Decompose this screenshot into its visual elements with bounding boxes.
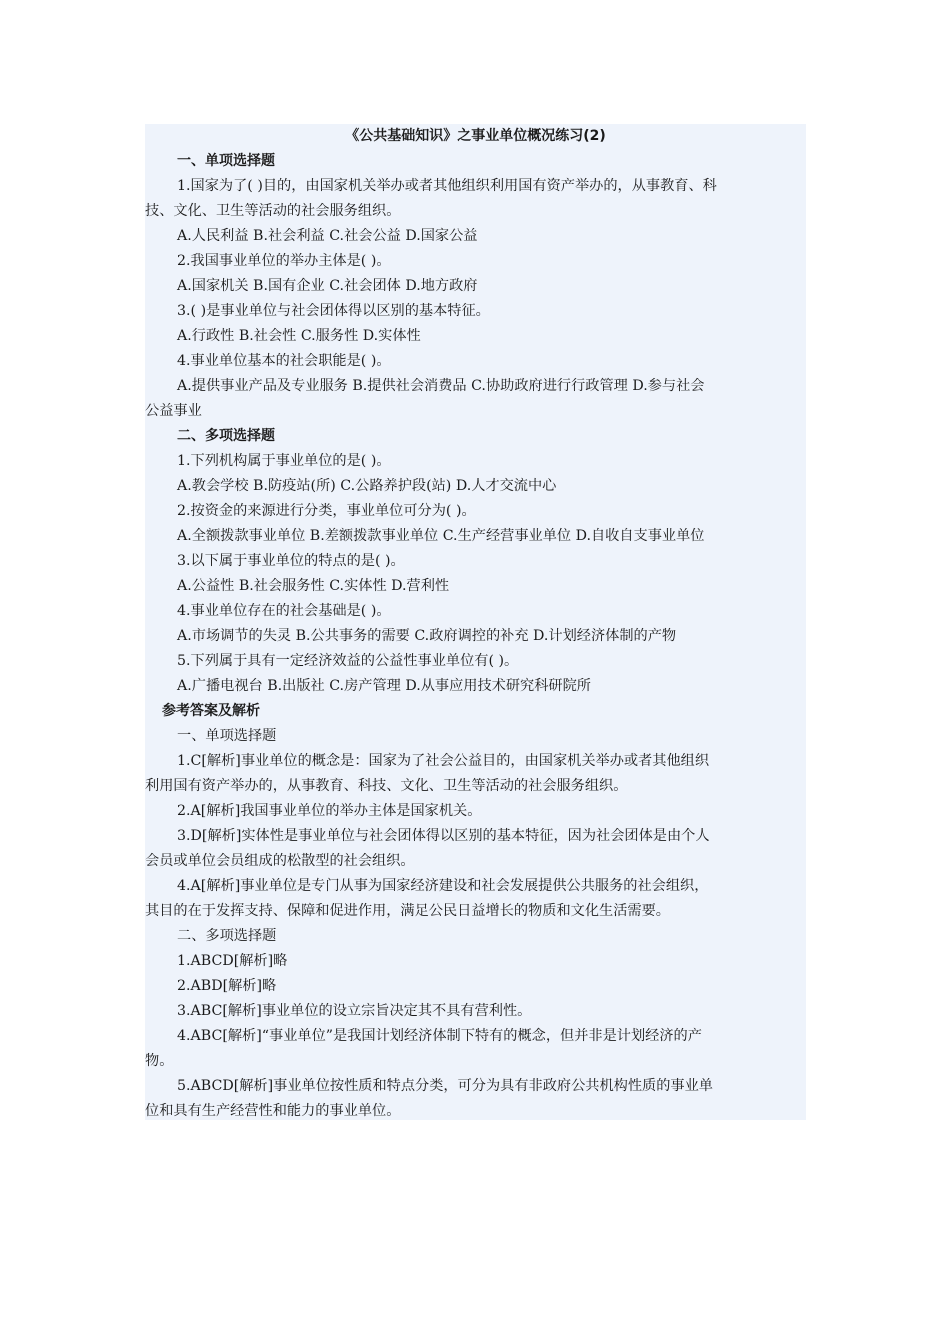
options-line: 公益事业 [145, 403, 202, 419]
question-line: 3.( )是事业单位与社会团体得以区别的基本特征。 [177, 303, 490, 319]
options-line: A.教会学校 B.防疫站(所) C.公路养护段(站) D.人才交流中心 [177, 478, 557, 494]
options-line: A.人民利益 B.社会利益 C.社会公益 D.国家公益 [177, 228, 478, 244]
section-heading-multiple: 二、多项选择题 [177, 428, 275, 444]
answer-line: 5.ABCD[解析]事业单位按性质和特点分类，可分为具有非政府公共机构性质的事业单 [177, 1078, 713, 1094]
options-line: A.市场调节的失灵 B.公共事务的需要 C.政府调控的补充 D.计划经济体制的产物 [177, 628, 677, 644]
answer-line: 2.A[解析]我国事业单位的举办主体是国家机关。 [177, 803, 482, 819]
question-line: 技、文化、卫生等活动的社会服务组织。 [145, 203, 401, 219]
options-line: A.国家机关 B.国有企业 C.社会团体 D.地方政府 [177, 278, 478, 294]
question-line: 2.按资金的来源进行分类，事业单位可分为( )。 [177, 503, 476, 519]
answer-line: 3.D[解析]实体性是事业单位与社会团体得以区别的基本特征，因为社会团体是由个人 [177, 828, 710, 844]
question-line: 1.国家为了( )目的，由国家机关举办或者其他组织利用国有资产举办的，从事教育、科 [177, 178, 717, 194]
answer-line: 4.A[解析]事业单位是专门从事为国家经济建设和社会发展提供公共服务的社会组织， [177, 878, 709, 894]
question-line: 5.下列属于具有一定经济效益的公益性事业单位有( )。 [177, 653, 519, 669]
answer-line: 其目的在于发挥支持、保障和促进作用，满足公民日益增长的物质和文化生活需要。 [145, 903, 670, 919]
answer-line: 位和具有生产经营性和能力的事业单位。 [145, 1103, 401, 1119]
question-line: 4.事业单位基本的社会职能是( )。 [177, 353, 391, 369]
answer-line: 4.ABC[解析]“事业单位”是我国计划经济体制下特有的概念，但并非是计划经济的产 [177, 1028, 702, 1044]
answer-line: 利用国有资产举办的，从事教育、科技、文化、卫生等活动的社会服务组织。 [145, 778, 628, 794]
answer-line: 2.ABD[解析]略 [177, 978, 277, 994]
answers-heading: 参考答案及解析 [162, 703, 260, 719]
question-line: 1.下列机构属于事业单位的是( )。 [177, 453, 391, 469]
doc-title: 《公共基础知识》之事业单位概况练习(2) [345, 128, 606, 144]
answer-line: 1.C[解析]事业单位的概念是：国家为了社会公益目的，由国家机关举办或者其他组织 [177, 753, 710, 769]
answers-subheading-single: 一、单项选择题 [177, 728, 277, 744]
options-line: A.公益性 B.社会服务性 C.实体性 D.营利性 [177, 578, 450, 594]
options-line: A.广播电视台 B.出版社 C.房产管理 D.从事应用技术研究科研院所 [177, 678, 591, 694]
question-line: 3.以下属于事业单位的特点的是( )。 [177, 553, 405, 569]
options-line: A.提供事业产品及专业服务 B.提供社会消费品 C.协助政府进行行政管理 D.参与社会 [177, 378, 705, 394]
answers-subheading-multiple: 二、多项选择题 [177, 928, 277, 944]
options-line: A.全额拨款事业单位 B.差额拨款事业单位 C.生产经营事业单位 D.自收自支事业单位 [177, 528, 705, 544]
options-line: A.行政性 B.社会性 C.服务性 D.实体性 [177, 328, 421, 344]
answer-line: 3.ABC[解析]事业单位的设立宗旨决定其不具有营利性。 [177, 1003, 532, 1019]
question-line: 2.我国事业单位的举办主体是( )。 [177, 253, 391, 269]
answer-line: 物。 [145, 1053, 174, 1069]
section-heading-single: 一、单项选择题 [177, 153, 275, 169]
document-content [145, 124, 806, 1120]
answer-line: 会员或单位会员组成的松散型的社会组织。 [145, 853, 415, 869]
question-line: 4.事业单位存在的社会基础是( )。 [177, 603, 391, 619]
answer-line: 1.ABCD[解析]略 [177, 953, 288, 969]
